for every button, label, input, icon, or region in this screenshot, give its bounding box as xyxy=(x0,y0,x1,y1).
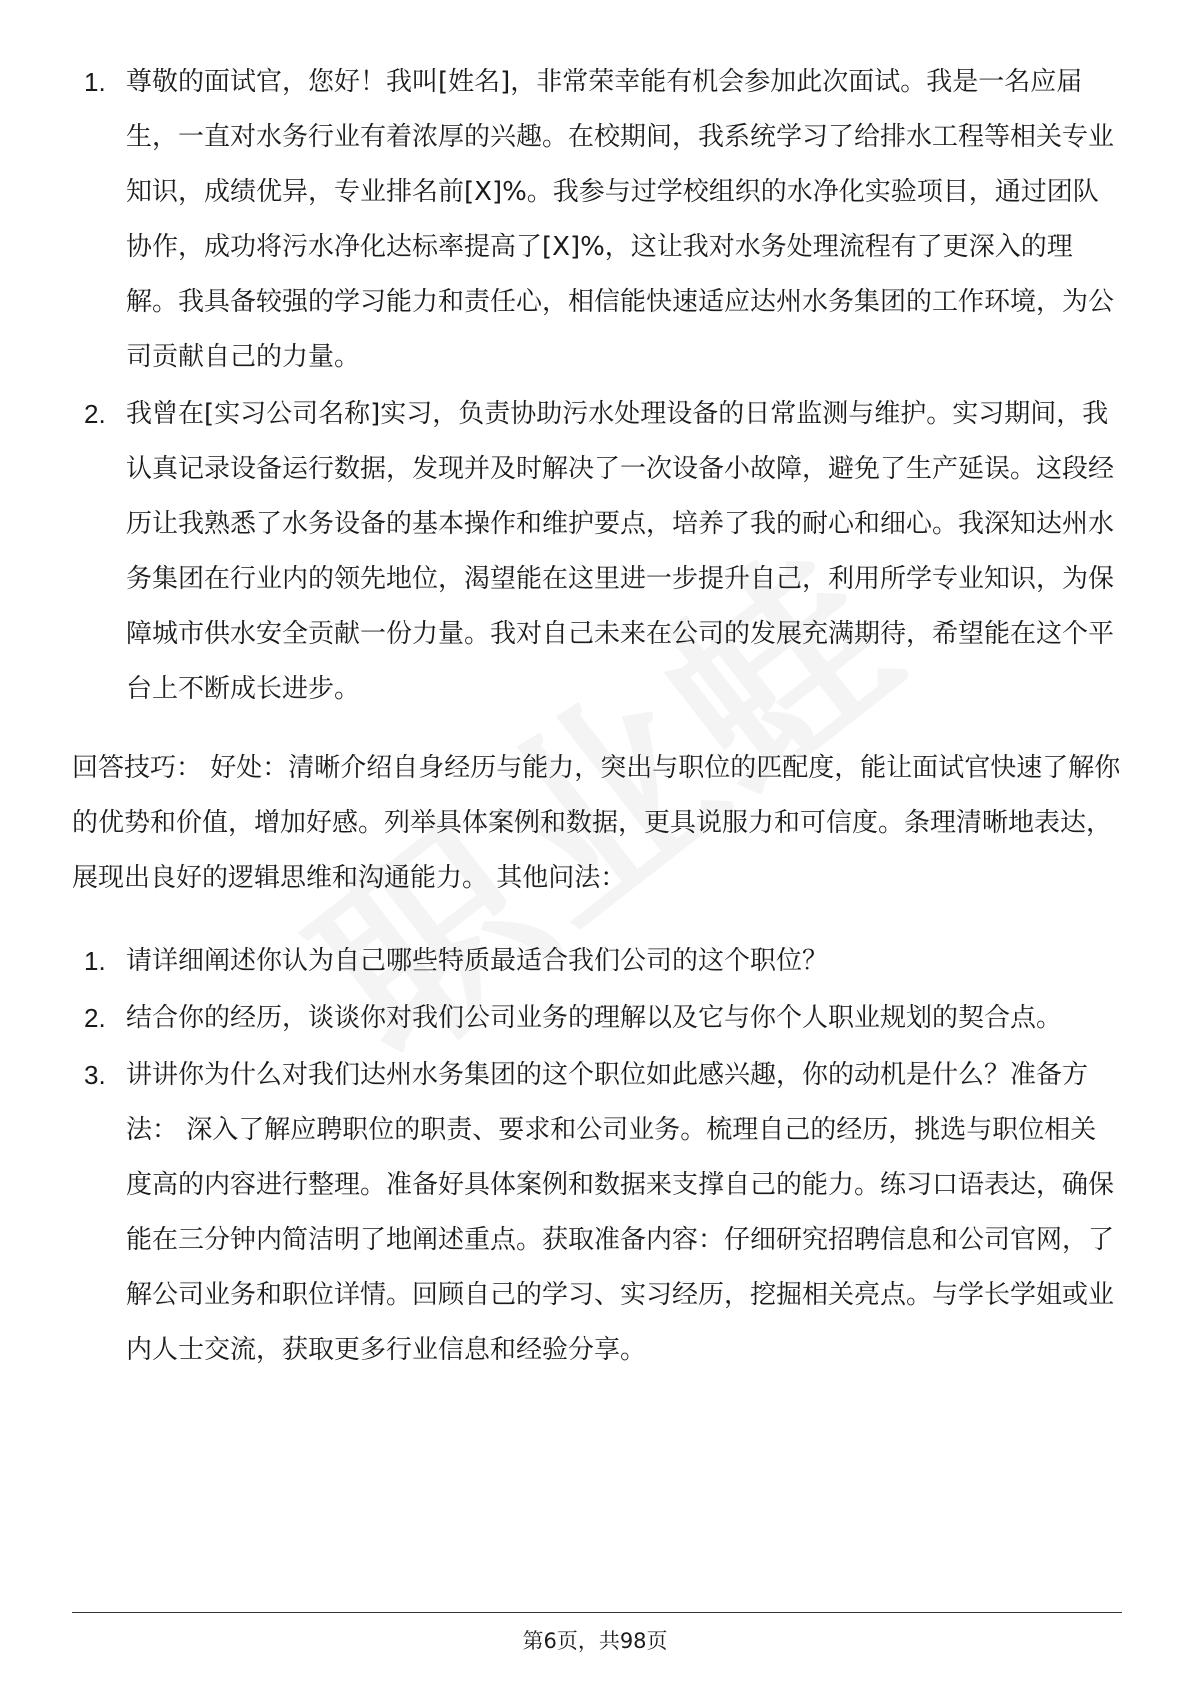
list-item xyxy=(72,991,1122,1046)
list-item-number: 1. xyxy=(84,946,106,976)
list-item-text: 我曾在[实习公司名称]实习，负责协助污水处理设备的日常监测与维护。实习期间，我认真记录设备运行数据，发现并及时解决了一次设备小故障，避免了生产延误。这段经历让我熟悉了水务设备的基本操作和维护要点，培养了我的耐心和细心。我深知达州水务集团在行业内的领先地位，渴望能在这里进一步提升自己，利用所学专业知识，为保障城市供水安全贡献一份力量。我对自己未来在公司的发展充满期待，希望能在这个平台上不断成长进步。 xyxy=(126,399,1115,704)
list-item-text: 讲讲你为什么对我们达州水务集团的这个职位如此感兴趣，你的动机是什么？准备方法： 深入了解应聘职位的职责、要求和公司业务。梳理自己的经历，挑选与职位相关度高的内容进行整理。准备好具体案例和数据来支撑自己的能力。练习口语表达，确保能在三分钟内简洁明了地阐述重点。获取准备内容：仔细研究招聘信息和公司官网，了解公司业务和职位详情。回顾自己的学习、实习经历，挖掘相关亮点。与学长学姐或业内人士交流，获取更多行业信息和经验分享。 xyxy=(126,1060,1115,1365)
list-item xyxy=(72,55,1122,385)
page-content xyxy=(72,55,1122,1378)
list-item-number: 3. xyxy=(84,1060,106,1090)
list-item xyxy=(72,934,1122,989)
footer-divider xyxy=(72,1612,1122,1613)
list-item-text: 尊敬的面试官，您好！我叫[姓名]，非常荣幸能有机会参加此次面试。我是一名应届生，一直对水务行业有着浓厚的兴趣。在校期间，我系统学习了给排水工程等相关专业知识，成绩优异，专业排名前[X]%。我参与过学校组织的水净化实验项目，通过团队协作，成功将污水净化达标率提高了[X]%，这让我对水务处理流程有了更深入的理解。我具备较强的学习能力和责任心，相信能快速适应达州水务集团的工作环境，为公司贡献自己的力量。 xyxy=(126,67,1115,372)
page-number: 第6页，共98页 xyxy=(522,1629,668,1653)
list-item-text: 请详细阐述你认为自己哪些特质最适合我们公司的这个职位？ xyxy=(126,946,829,976)
list-item-text: 结合你的经历，谈谈你对我们公司业务的理解以及它与你个人职业规划的契合点。 xyxy=(126,1003,1063,1033)
list-item xyxy=(72,1048,1122,1378)
answer-list xyxy=(72,55,1122,717)
list-item xyxy=(72,387,1122,717)
list-item-number: 2. xyxy=(84,399,106,429)
list-item-number: 1. xyxy=(84,67,106,97)
other-questions-list xyxy=(72,934,1122,1378)
list-item-number: 2. xyxy=(84,1003,106,1033)
answer-tips-paragraph: 回答技巧： 好处：清晰介绍自身经历与能力，突出与职位的匹配度，能让面试官快速了解你的优势和价值，增加好感。列举具体案例和数据，更具说服力和可信度。条理清晰地表达，展现出良好的逻辑思维和沟通能力。 其他问法： xyxy=(72,753,1121,893)
